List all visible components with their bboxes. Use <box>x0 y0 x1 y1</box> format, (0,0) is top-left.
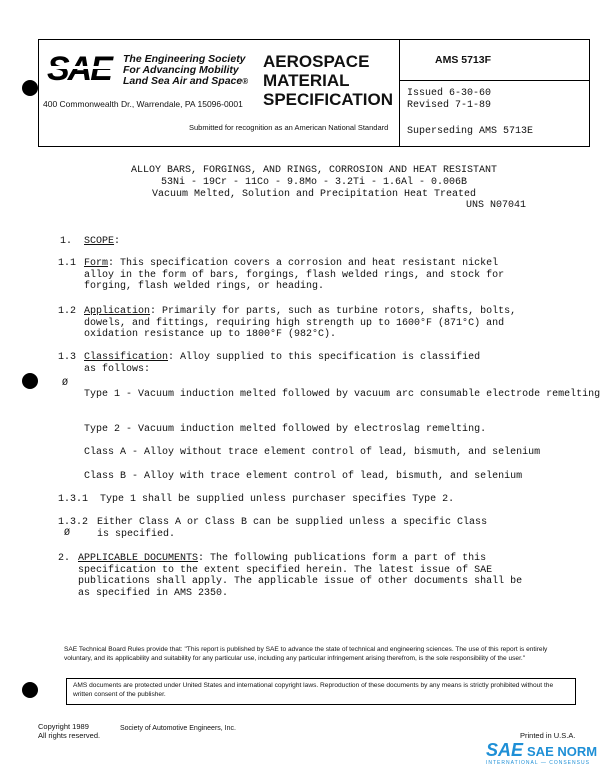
copyright-notice-box: AMS documents are protected under United States and international copyright laws. Reproduction of these documents by any means is strictly prohibited without the written consent of the publisher. <box>66 678 576 705</box>
society-address: 400 Commonwealth Dr., Warrendale, PA 15096-0001 <box>43 99 243 109</box>
section-1-3-1: 1.3.1 Type 1 shall be supplied unless purchaser specifies Type 2. <box>58 494 455 505</box>
punch-hole-top <box>22 80 38 96</box>
society-tagline: The Engineering Society For Advancing Mobility Land Sea Air and Space® <box>123 53 249 87</box>
copyright: Copyright 1989 All rights reserved. <box>38 722 101 740</box>
section-1: 1. SCOPE: <box>60 236 121 247</box>
type-1: Type 1 - Vacuum induction melted followed by vacuum arc consumable electrode remelting <box>84 389 600 400</box>
sae-norm-watermark: SAE SAE NORM INTERNATIONAL — CONSENSUS <box>486 740 598 766</box>
doc-number: AMS 5713F <box>435 54 492 66</box>
publisher: Society of Automotive Engineers, Inc. <box>120 725 236 732</box>
sae-logo: SAE <box>47 50 111 88</box>
header-box <box>38 39 590 147</box>
punch-hole-bottom <box>22 682 38 698</box>
type-2: Type 2 - Vacuum induction melted followed by electroslag remelting. <box>84 424 487 435</box>
printed-in: Printed in U.S.A. <box>520 731 576 740</box>
superseding: Superseding AMS 5713E <box>407 126 534 137</box>
section-1-3: 1.3 Classification: Alloy supplied to this specification is classified as follows: <box>58 352 481 375</box>
document-title: ALLOY BARS, FORGINGS, AND RINGS, CORROSION AND HEAT RESISTANT 53Ni - 19Cr - 11Co - 9.8Mo - 3.2Ti - 1.6Al - 0.006B Vacuum Melted, Solution and Precipitation Heat Treated <box>130 165 498 200</box>
submitted-note: Submitted for recognition as an American National Standard <box>189 123 389 132</box>
issue-dates: Issued 6-30-60 Revised 7-1-89 <box>407 88 492 111</box>
section-1-2: 1.2 Application: Primarily for parts, such as turbine rotors, shafts, bolts, dowels, and fittings, requiring high strength up to 1600°F (871°C) and oxidation resistance up to 1800°F (982°C). <box>58 306 517 340</box>
section-2: 2. APPLICABLE DOCUMENTS: The following publications form a part of this specification to the extent specified herein. The latest issue of SAE publications shall apply. The applicable issue of other documents shall be as specified in AMS 2350. <box>58 553 523 599</box>
class-b: Class B - Alloy with trace element control of lead, bismuth, and selenium <box>84 471 523 482</box>
change-mark-1: Ø <box>62 378 69 389</box>
board-rules-note: SAE Technical Board Rules provide that: "This report is published by SAE to advance the state of technical and engineering sciences. The use of this report is entirely voluntary, and its applicability and suitability for any particular use, including any particular infringement arising therefrom, is the sole responsibility of the user." <box>64 646 548 662</box>
header-divider-vertical <box>399 40 400 146</box>
punch-hole-middle <box>22 373 38 389</box>
uns-number: UNS N07041 <box>466 200 527 211</box>
doc-type: AEROSPACE MATERIAL SPECIFICATION <box>263 52 394 109</box>
change-mark-2: Ø <box>64 528 71 539</box>
section-1-1: 1.1 Form: This specification covers a corrosion and heat resistant nickel alloy in the form of bars, forgings, flash welded rings, and stock for forging, flash welded rings, or heading. <box>58 258 505 292</box>
header-divider-horizontal <box>399 80 589 81</box>
section-1-3-2: 1.3.2 Either Class A or Class B can be supplied unless a specific Class is specified. <box>58 517 488 540</box>
class-a: Class A - Alloy without trace element control of lead, bismuth, and selenium <box>84 447 541 458</box>
